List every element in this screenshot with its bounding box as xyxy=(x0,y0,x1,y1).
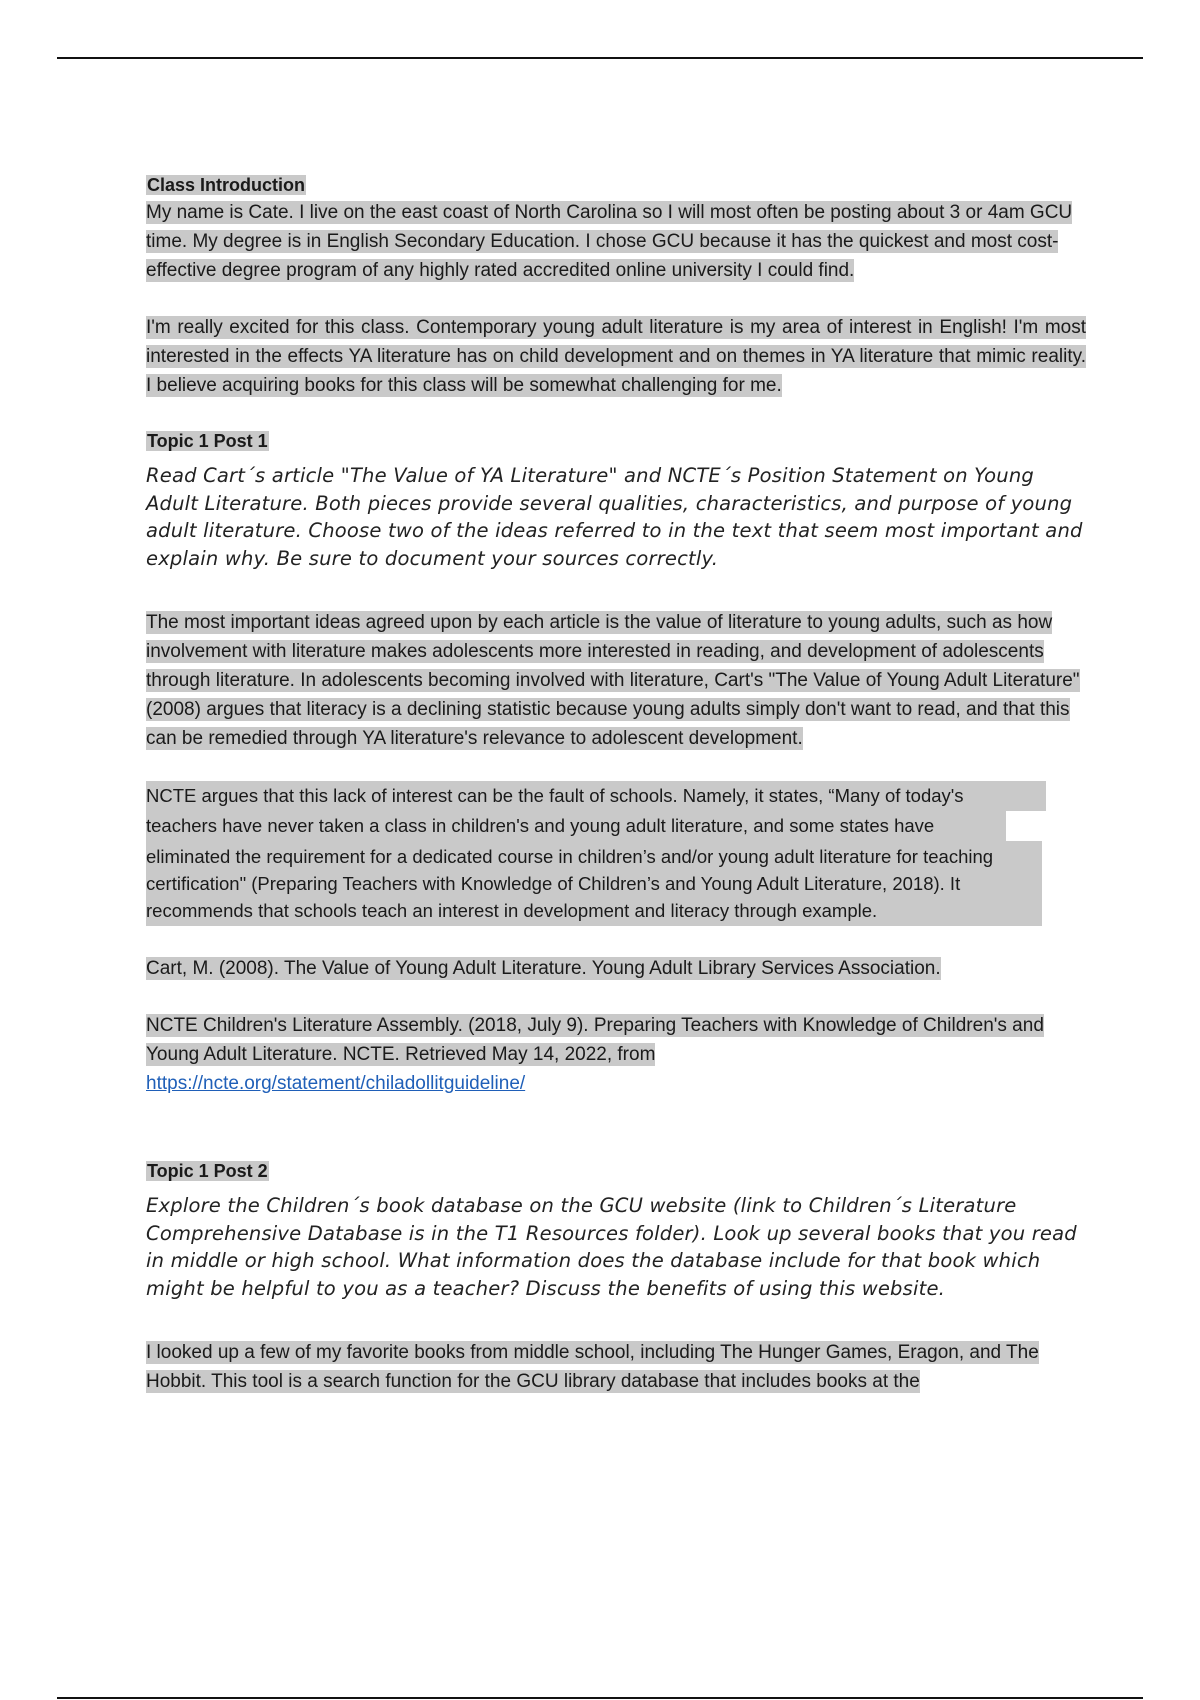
post1-prompt: Read Cart´s article "The Value of YA Literature" and NCTE´s Position Statement on Young Adult Literature. Both pieces provide several qualities, characteristics, and purpose of young adult literature. Choose two of the ideas referred to in the text that seem most important and explain why. Be sure to document your sources correctly. xyxy=(146,464,1083,570)
quote-line-2: teachers have never taken a class in children's and young adult literature, and some states have xyxy=(146,811,1006,841)
reference-ncte: NCTE Children's Literature Assembly. (2018, July 9). Preparing Teachers with Knowledge of Children's and Young Adult Literature. NCTE. Retrieved May 14, 2022, from https://ncte.org/statement/chiladollitguideline/ xyxy=(146,1015,1044,1094)
top-rule xyxy=(57,57,1143,59)
post2-paragraph-1: I looked up a few of my favorite books from middle school, including The Hunger Games, Eragon, and The Hobbit. This tool is a search function for the GCU library database that includes books at the xyxy=(146,1342,1039,1392)
intro-paragraph-1: My name is Cate. I live on the east coast of North Carolina so I will most often be posting about 3 or 4am GCU time. My degree is in English Secondary Education. I chose GCU because it has the quickest and most cost-effective degree program of any highly rated accredited online university I could find. xyxy=(146,202,1073,281)
bottom-rule xyxy=(57,1697,1143,1699)
document-page xyxy=(146,172,1086,1396)
post2-prompt: Explore the Children´s book database on the GCU website (link to Children´s Literature Comprehensive Database is in the T1 Resources folder). Look up several books that you read in middle or high school. What information does the database include for that book which might be helpful to you as a teacher? Discuss the benefits of using this website. xyxy=(146,1194,1077,1300)
intro-paragraph-2: I'm really excited for this class. Contemporary young adult literature is my area of interest in English! I'm most interested in the effects YA literature has on child development and on themes in YA literature that mimic reality. I believe acquiring books for this class will be somewhat challenging for me. xyxy=(146,317,1086,396)
intro-heading: Class Introduction xyxy=(147,175,306,195)
quote-line-1: NCTE argues that this lack of interest can be the fault of schools. Namely, it states, “Many of today's xyxy=(146,781,1046,811)
post1-quote-paragraph xyxy=(146,781,1086,926)
post2-heading: Topic 1 Post 2 xyxy=(147,1161,268,1181)
reference-cart: Cart, M. (2008). The Value of Young Adult Literature. Young Adult Library Services Association. xyxy=(146,958,941,979)
post1-paragraph-1: The most important ideas agreed upon by each article is the value of literature to young adults, such as how involvement with literature makes adolescents more interested in reading, and development of adolescents through literature. In adolescents becoming involved with literature, Cart's "The Value of Young Adult Literature" (2008) argues that literacy is a declining statistic because young adults simply don't want to read, and that this can be remedied through YA literature's relevance to adolescent development. xyxy=(146,612,1080,749)
reference-ncte-link[interactable]: https://ncte.org/statement/chiladollitguideline/ xyxy=(146,1073,526,1094)
post1-heading: Topic 1 Post 1 xyxy=(147,431,268,451)
quote-line-3: eliminated the requirement for a dedicated course in children’s and/or young adult literature for teaching certification" (Preparing Teachers with Knowledge of Children’s and Young Adult Literature, 2018). It recommends that schools teach an interest in development and literacy through example. xyxy=(146,841,1042,926)
